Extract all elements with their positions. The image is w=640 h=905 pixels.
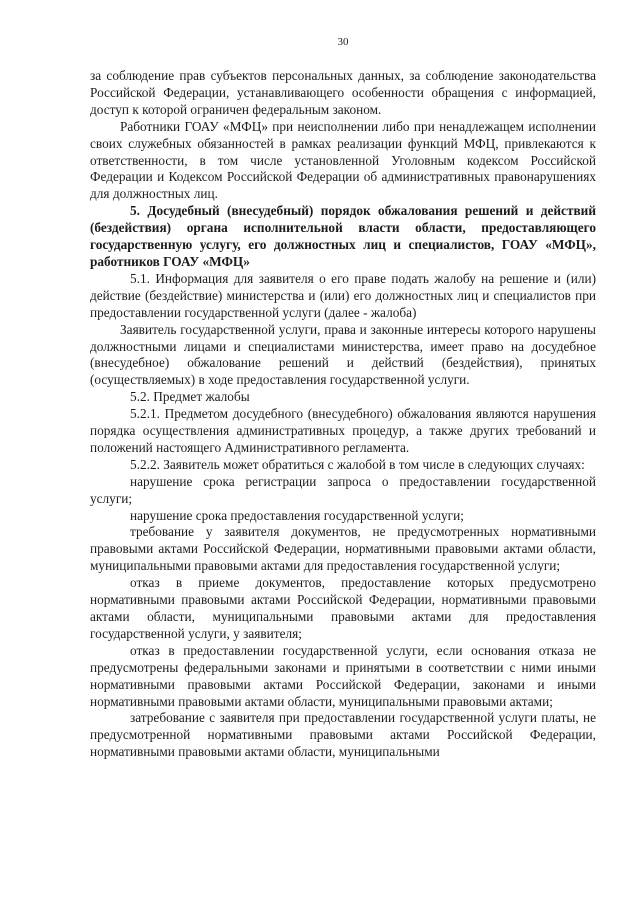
paragraph-applicant-rights: Заявитель государственной услуги, права и законные интересы которого нарушены должностными лицами и специалистами министерства, имеет право на досудебное (внесудебное) обжалование решений и действий (бездействия), принятых (осуществляемых) в ходе предоставления государственной услуги. [90, 321, 596, 388]
section-heading: 5. Досудебный (внесудебный) порядок обжалования решений и действий (бездействия) органа исполнительной власти области, предоставляющего государственную услугу, его должностных лиц и специалистов, ГОАУ «МФЦ», работников ГОАУ «МФЦ» [90, 203, 596, 269]
list-item-case: затребование с заявителя при предоставлении государственной услуги платы, не предусмотренной нормативными правовыми актами Российской Федерации, нормативными правовыми актами области, муниципальными [90, 710, 596, 760]
list-item-case: требование у заявителя документов, не предусмотренных нормативными правовыми актами Российской Федерации, нормативными правовыми актами области, муниципальными правовыми актами для предоставления государственной услуги; [90, 524, 596, 574]
paragraph-5-2-2: 5.2.2. Заявитель может обратиться с жалобой в том числе в следующих случаях: [130, 456, 585, 472]
list-item-case: отказ в приеме документов, предоставление которых предусмотрено нормативными правовыми актами Российской Федерации, нормативными правовыми актами области, муниципальными правовыми актами для предоставления государственной услуги, у заявителя; [90, 575, 596, 641]
list-item-case: нарушение срока регистрации запроса о предоставлении государственной услуги; [90, 473, 596, 506]
page-number: 30 [337, 36, 349, 48]
list-item-case: нарушение срока предоставления государственной услуги; [130, 507, 464, 523]
paragraph-5-1: 5.1. Информация для заявителя о его праве подать жалобу на решение и (или) действие (бездействие) министерства и (или) его должностных лиц и специалистов при предоставлении государственной услуги (далее - жалоба) [90, 270, 596, 320]
list-item-case: отказ в предоставлении государственной услуги, если основания отказа не предусмотрены федеральными законами и принятыми в соответствии с ними иными нормативными правовыми актами Российской Федерации, законами и иными нормативными правовыми актами области, муниципальными правовыми актами; [90, 642, 596, 709]
paragraph-continuation: за соблюдение прав субъектов персональных данных, за соблюдение законодательства Российской Федерации, устанавливающего особенности обращения с информацией, доступ к которой ограничен федеральным законом. [90, 68, 596, 117]
paragraph-5-2-1: 5.2.1. Предметом досудебного (внесудебного) обжалования являются нарушения порядка осуществления административных процедур, а также других требований и положений настоящего Административного регламента. [90, 406, 596, 455]
paragraph-5-2: 5.2. Предмет жалобы [130, 389, 250, 405]
paragraph-responsibility: Работники ГОАУ «МФЦ» при неисполнении либо при ненадлежащем исполнении своих служебных обязанностей в рамках реализации функций МФЦ, привлекаются к ответственности, в том числе установленной Уголовным кодексом Российской Федерации и Кодексом Российской Федерации об административных правонарушениях для должностных лиц. [90, 118, 596, 202]
